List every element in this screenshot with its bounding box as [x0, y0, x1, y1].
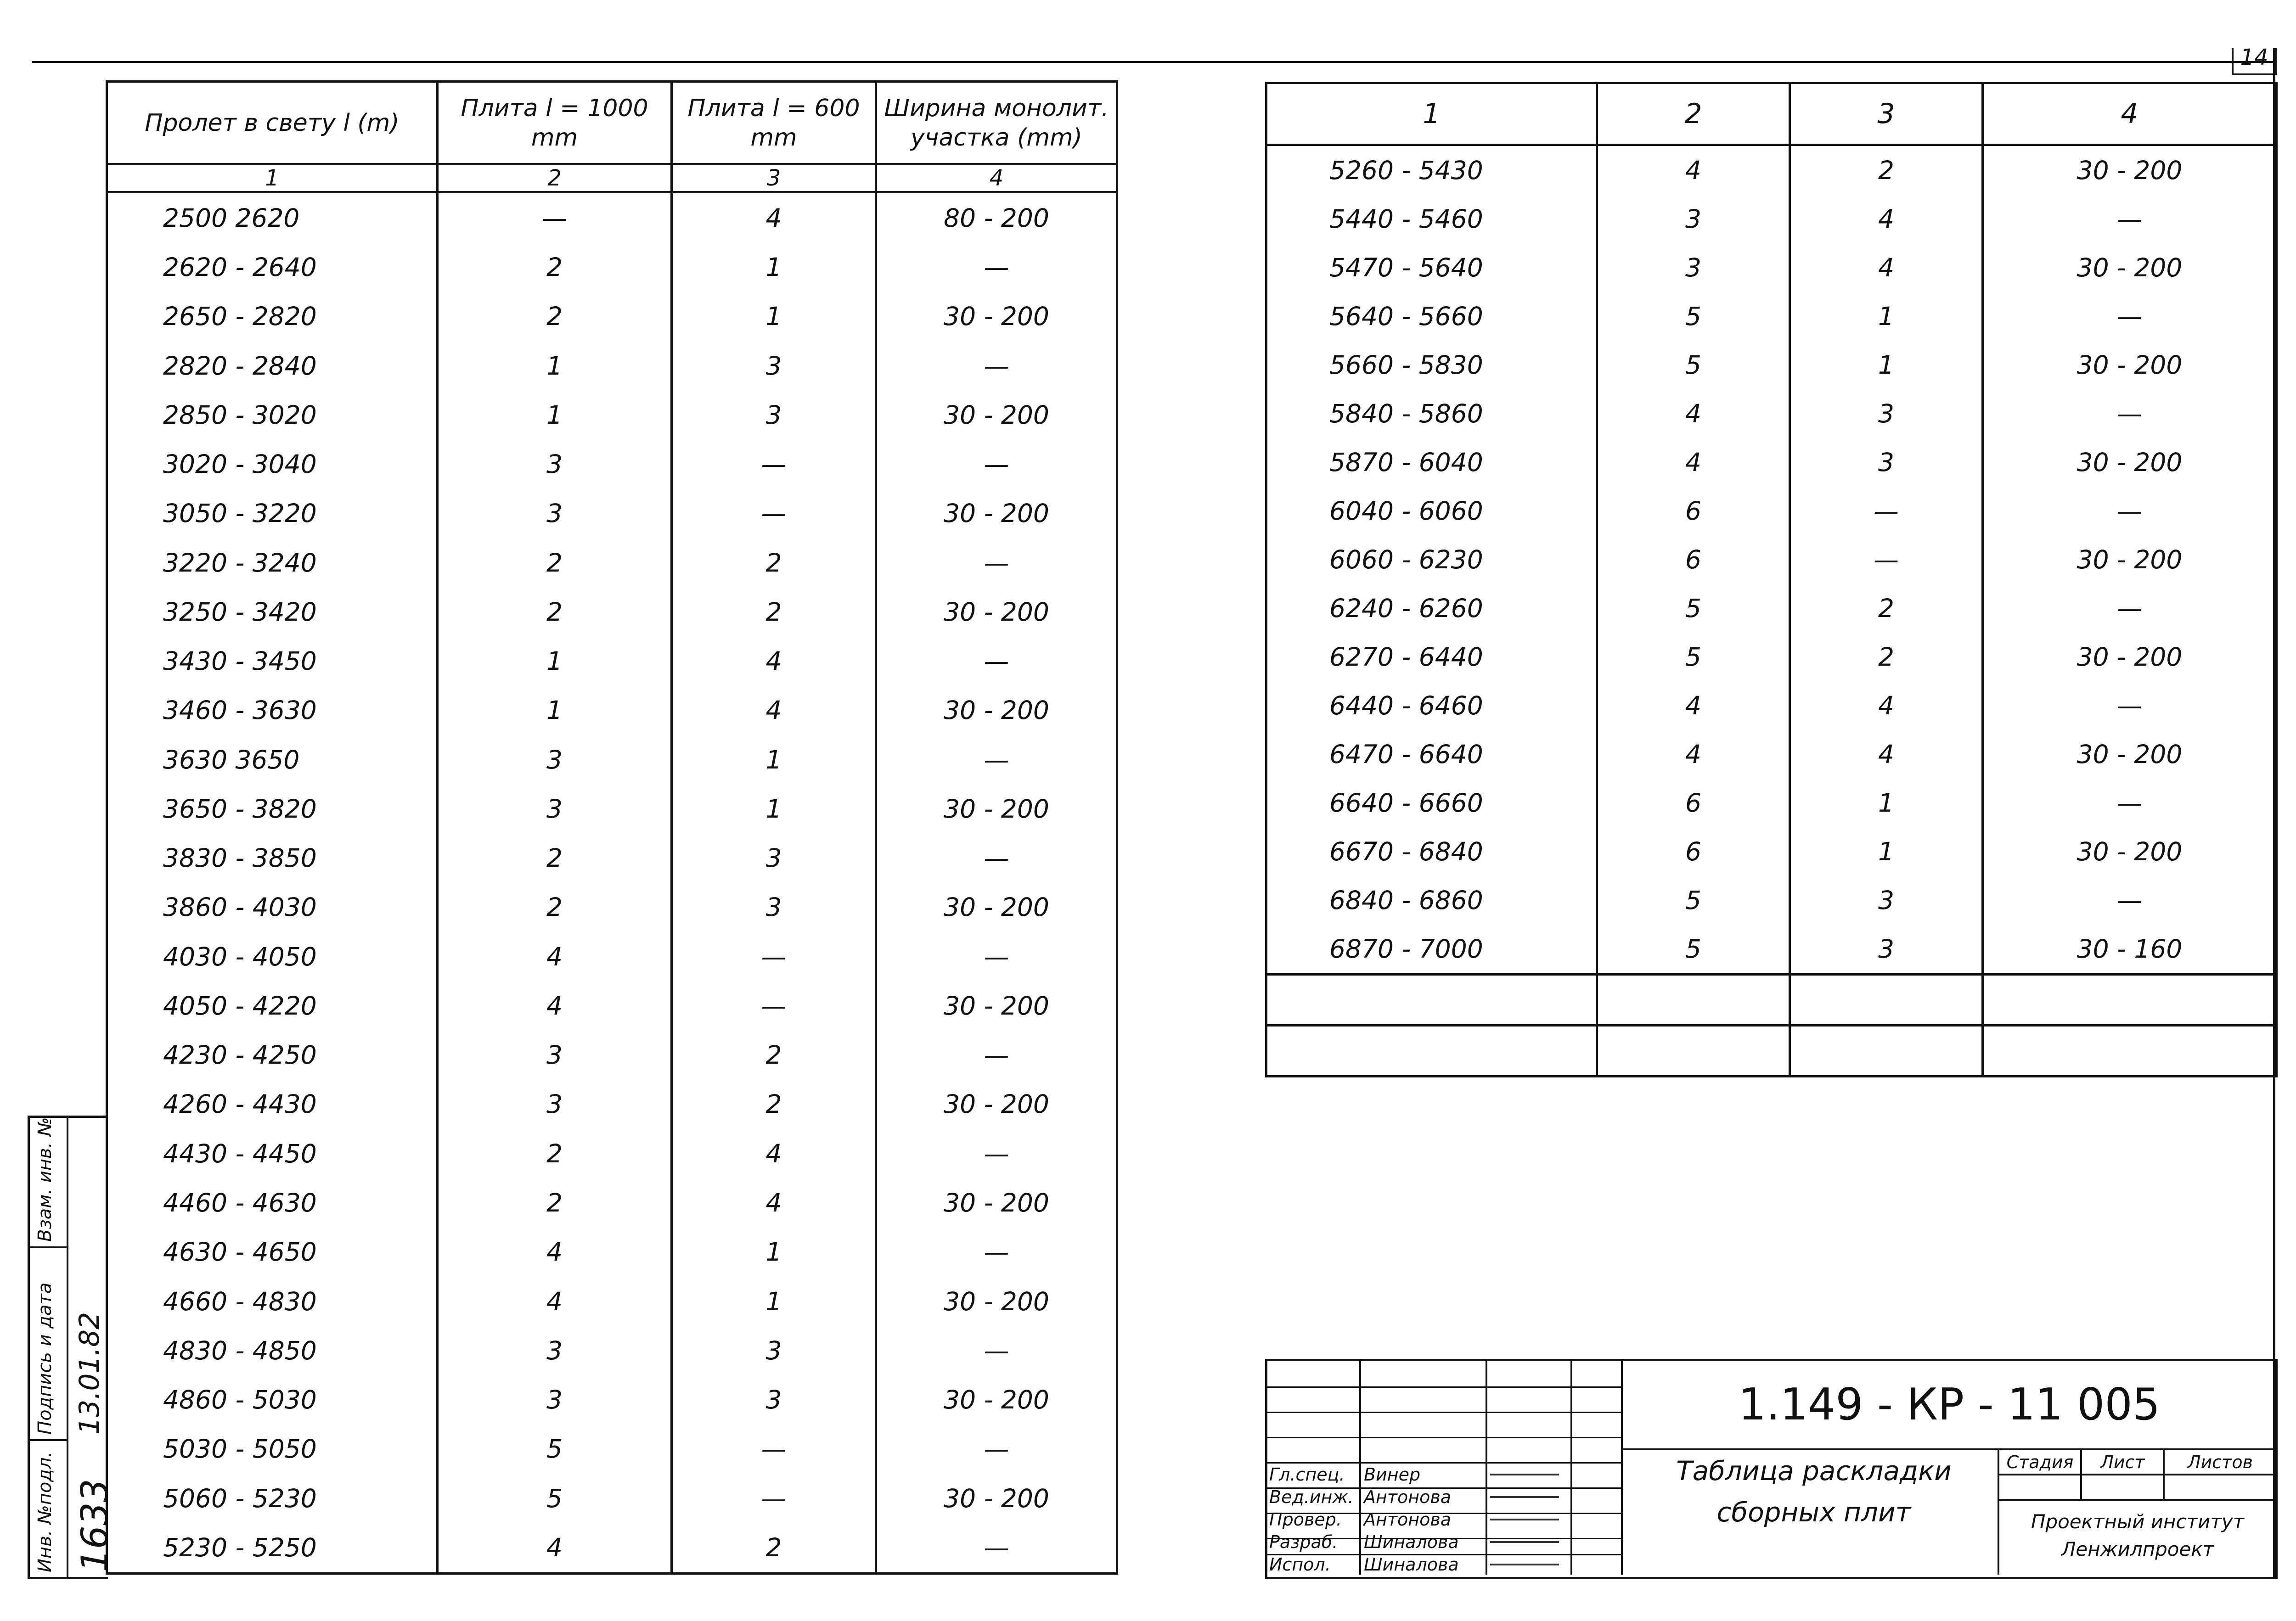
- slab-600-cell: 2: [1790, 584, 1983, 633]
- header-monolith-width: Ширина монолит. участка (mm): [876, 82, 1117, 164]
- slab-1000-cell: 3: [438, 1080, 672, 1129]
- span-cell: 6240 - 6260: [1266, 584, 1597, 633]
- span-cell: 3050 - 3220: [107, 489, 438, 538]
- table-row: [107, 1523, 1117, 1573]
- signature-mark: [1490, 1474, 1559, 1475]
- table-row: [1266, 681, 2277, 730]
- table-row: [107, 1326, 1117, 1375]
- table-row: [107, 784, 1117, 833]
- span-cell: 6040 - 6060: [1266, 487, 1597, 535]
- colnum: 1: [107, 164, 438, 192]
- table-row: [1266, 145, 2277, 195]
- colnum: 2: [438, 164, 672, 192]
- top-border-line: [32, 61, 2273, 63]
- monolith-cell: —: [1983, 195, 2277, 243]
- slab-600-cell: 3: [672, 883, 876, 932]
- org-line2: Ленжилпроект: [2061, 1538, 2214, 1560]
- span-cell: 3630 3650: [107, 735, 438, 784]
- slab-1000-cell: 4: [438, 932, 672, 981]
- monolith-cell: —: [876, 735, 1117, 784]
- table-row: [107, 1474, 1117, 1523]
- monolith-cell: 30 - 200: [876, 587, 1117, 636]
- stamp-inv-number: 1633: [73, 1479, 116, 1572]
- slab-1000-cell: —: [438, 192, 672, 243]
- header-span: Пролет в свету l (m): [107, 82, 438, 164]
- table-row: [107, 735, 1117, 784]
- monolith-cell: 30 - 200: [876, 1277, 1117, 1326]
- span-cell: 4430 - 4450: [107, 1129, 438, 1178]
- slab-1000-cell: 5: [438, 1425, 672, 1474]
- table-row: [107, 932, 1117, 981]
- slab-600-cell: 1: [1790, 827, 1983, 876]
- slab-600-cell: 2: [1790, 145, 1983, 195]
- monolith-cell: 30 - 200: [876, 390, 1117, 439]
- slab-600-cell: —: [1790, 487, 1983, 535]
- slab-600-cell: 4: [672, 686, 876, 735]
- table-row: [107, 242, 1117, 292]
- slab-600-cell: 3: [1790, 389, 1983, 438]
- monolith-cell: 30 - 200: [876, 1375, 1117, 1424]
- table-row: [107, 1178, 1117, 1227]
- monolith-cell: 30 - 200: [876, 1474, 1117, 1523]
- table-row: [107, 192, 1117, 243]
- span-cell: 3220 - 3240: [107, 538, 438, 587]
- slab-1000-cell: 3: [438, 735, 672, 784]
- slab-1000-cell: 5: [438, 1474, 672, 1523]
- table-row: [1266, 243, 2277, 292]
- span-cell: 2850 - 3020: [107, 390, 438, 439]
- span-cell: 4830 - 4850: [107, 1326, 438, 1375]
- signature-mark: [1490, 1496, 1559, 1498]
- monolith-cell: 30 - 200: [1983, 341, 2277, 389]
- empty-cell: [1983, 1026, 2277, 1077]
- table-row: [1266, 292, 2277, 341]
- stage-label: Стадия: [2006, 1452, 2074, 1472]
- slab-600-cell: 2: [672, 587, 876, 636]
- slab-600-cell: 2: [1790, 633, 1983, 681]
- slab-600-cell: 3: [1790, 438, 1983, 487]
- slab-600-cell: 3: [672, 1326, 876, 1375]
- slab-600-cell: 4: [672, 1178, 876, 1227]
- table-row: [1266, 779, 2277, 827]
- colnum: 2: [1597, 83, 1790, 145]
- sheet-number-box: [2232, 45, 2277, 75]
- monolith-cell: —: [1983, 292, 2277, 341]
- span-cell: 4460 - 4630: [107, 1178, 438, 1227]
- table-row: [107, 1228, 1117, 1277]
- span-cell: 6640 - 6660: [1266, 779, 1597, 827]
- title-block: [1265, 1359, 2278, 1579]
- left-table-colnum-row: [107, 164, 1117, 192]
- slab-1000-cell: 4: [1597, 730, 1790, 779]
- monolith-cell: 30 - 200: [876, 981, 1117, 1030]
- slab-1000-cell: 5: [1597, 925, 1790, 975]
- sign-row-line: [1267, 1386, 1621, 1388]
- table-row: [1266, 341, 2277, 389]
- monolith-cell: —: [876, 1031, 1117, 1080]
- slab-1000-cell: 6: [1597, 535, 1790, 584]
- sign-name: Антонова: [1364, 1487, 1451, 1507]
- span-cell: 2650 - 2820: [107, 292, 438, 341]
- stamp-label-sign: Подпись и дата: [34, 1282, 56, 1435]
- slab-1000-cell: 4: [1597, 681, 1790, 730]
- empty-cell: [1790, 975, 1983, 1026]
- slab-600-cell: —: [672, 1474, 876, 1523]
- span-cell: 3460 - 3630: [107, 686, 438, 735]
- drawing-title-line2: сборных плит: [1716, 1497, 1911, 1528]
- slab-1000-cell: 3: [1597, 195, 1790, 243]
- span-cell: 6060 - 6230: [1266, 535, 1597, 584]
- span-cell: 5870 - 6040: [1266, 438, 1597, 487]
- slab-1000-cell: 4: [438, 1228, 672, 1277]
- table-row: [107, 538, 1117, 587]
- table-row: [107, 390, 1117, 439]
- monolith-cell: —: [876, 538, 1117, 587]
- monolith-cell: —: [876, 1523, 1117, 1573]
- slab-1000-cell: 2: [438, 292, 672, 341]
- slab-600-cell: —: [672, 439, 876, 488]
- span-cell: 5260 - 5430: [1266, 145, 1597, 195]
- span-cell: 6670 - 6840: [1266, 827, 1597, 876]
- span-cell: 4630 - 4650: [107, 1228, 438, 1277]
- empty-cell: [1597, 975, 1790, 1026]
- slab-1000-cell: 2: [438, 242, 672, 292]
- span-cell: 3860 - 4030: [107, 883, 438, 932]
- span-cell: 6270 - 6440: [1266, 633, 1597, 681]
- monolith-cell: —: [876, 932, 1117, 981]
- drawing-title-line1: Таблица раскладки: [1676, 1455, 1952, 1486]
- monolith-cell: 30 - 160: [1983, 925, 2277, 975]
- colnum: 4: [876, 164, 1117, 192]
- table-row: [1266, 438, 2277, 487]
- table-row: [107, 292, 1117, 341]
- span-cell: 5060 - 5230: [107, 1474, 438, 1523]
- document-code: 1.149 - КР - 11 005: [1738, 1380, 2161, 1430]
- monolith-cell: 30 - 200: [1983, 145, 2277, 195]
- slab-600-cell: 3: [672, 390, 876, 439]
- table-row: [107, 981, 1117, 1030]
- span-cell: 5640 - 5660: [1266, 292, 1597, 341]
- slab-1000-cell: 5: [1597, 584, 1790, 633]
- span-cell: 6470 - 6640: [1266, 730, 1597, 779]
- header-slab-600: Плита l = 600 mm: [672, 82, 876, 164]
- slab-1000-cell: 3: [1597, 243, 1790, 292]
- span-cell: 5470 - 5640: [1266, 243, 1597, 292]
- slab-600-cell: —: [672, 932, 876, 981]
- slab-1000-cell: 3: [438, 784, 672, 833]
- table-row: [107, 1080, 1117, 1129]
- table-row: [1266, 487, 2277, 535]
- monolith-cell: 30 - 200: [1983, 730, 2277, 779]
- slab-600-cell: 4: [1790, 730, 1983, 779]
- monolith-cell: 30 - 200: [1983, 827, 2277, 876]
- signature-mark: [1490, 1541, 1559, 1543]
- table-row: [1266, 389, 2277, 438]
- slab-600-cell: 1: [672, 292, 876, 341]
- signature-mark: [1490, 1564, 1559, 1565]
- monolith-cell: —: [876, 242, 1117, 292]
- empty-cell: [1597, 1026, 1790, 1077]
- org-line1: Проектный институт: [2031, 1510, 2245, 1533]
- monolith-cell: —: [1983, 876, 2277, 925]
- slab-1000-cell: 4: [1597, 438, 1790, 487]
- stamp-label-inv: Инв. №подл.: [34, 1451, 56, 1572]
- slab-1000-cell: 2: [438, 538, 672, 587]
- span-cell: 3430 - 3450: [107, 636, 438, 685]
- slab-1000-cell: 2: [438, 1129, 672, 1178]
- slab-600-cell: 3: [672, 1375, 876, 1424]
- slab-1000-cell: 4: [438, 981, 672, 1030]
- table-row: [107, 439, 1117, 488]
- table-row: [107, 636, 1117, 685]
- slab-1000-cell: 1: [438, 390, 672, 439]
- span-cell: 5660 - 5830: [1266, 341, 1597, 389]
- sign-name: Шиналова: [1364, 1532, 1459, 1552]
- side-stamp: [28, 1116, 116, 1579]
- slab-600-cell: 4: [1790, 195, 1983, 243]
- table-row: [107, 1129, 1117, 1178]
- table-row: [1266, 925, 2277, 975]
- table-row: [107, 489, 1117, 538]
- span-cell: 3650 - 3820: [107, 784, 438, 833]
- span-cell: 4030 - 4050: [107, 932, 438, 981]
- sign-name: Винер: [1364, 1464, 1421, 1485]
- monolith-cell: —: [876, 439, 1117, 488]
- slab-600-cell: 2: [672, 1080, 876, 1129]
- table-row: [1266, 633, 2277, 681]
- slab-1000-cell: 4: [438, 1277, 672, 1326]
- slab-1000-cell: 2: [438, 834, 672, 883]
- slab-600-cell: —: [672, 981, 876, 1030]
- span-cell: 5230 - 5250: [107, 1523, 438, 1573]
- slab-600-cell: 3: [1790, 876, 1983, 925]
- monolith-cell: —: [1983, 779, 2277, 827]
- left-table-header-row: [107, 82, 1117, 164]
- slab-600-cell: 4: [1790, 243, 1983, 292]
- sign-role: Гл.спец.: [1269, 1464, 1345, 1485]
- slab-1000-cell: 1: [438, 686, 672, 735]
- slab-1000-cell: 4: [1597, 145, 1790, 195]
- empty-cell: [1983, 975, 2277, 1026]
- table-row: [1266, 195, 2277, 243]
- span-cell: 2500 2620: [107, 192, 438, 243]
- span-cell: 2820 - 2840: [107, 341, 438, 390]
- sheets-label: Листов: [2188, 1452, 2253, 1472]
- right-table-header-row: [1266, 83, 2277, 145]
- span-cell: 4050 - 4220: [107, 981, 438, 1030]
- empty-cell: [1266, 1026, 1597, 1077]
- sign-name: Шиналова: [1364, 1554, 1459, 1575]
- table-row: [1266, 876, 2277, 925]
- monolith-cell: —: [876, 1228, 1117, 1277]
- sign-role: Разраб.: [1269, 1532, 1338, 1552]
- slab-1000-cell: 3: [438, 489, 672, 538]
- left-table-body: [107, 192, 1117, 1574]
- sign-role: Вед.инж.: [1269, 1487, 1354, 1507]
- slab-600-cell: 1: [672, 242, 876, 292]
- monolith-cell: 30 - 200: [1983, 535, 2277, 584]
- table-row: [107, 1425, 1117, 1474]
- table-row: [107, 834, 1117, 883]
- slab-600-cell: 3: [1790, 925, 1983, 975]
- slab-600-cell: 4: [672, 636, 876, 685]
- slab-600-cell: 1: [672, 735, 876, 784]
- left-slab-table: [106, 80, 1118, 1575]
- stamp-label-replace: Взам. инв. №: [34, 1117, 56, 1242]
- header-slab-1000: Плита l = 1000 mm: [438, 82, 672, 164]
- span-cell: 5440 - 5460: [1266, 195, 1597, 243]
- slab-1000-cell: 5: [1597, 876, 1790, 925]
- span-cell: 6440 - 6460: [1266, 681, 1597, 730]
- slab-600-cell: 4: [672, 1129, 876, 1178]
- monolith-cell: 30 - 200: [1983, 438, 2277, 487]
- sign-name: Антонова: [1364, 1509, 1451, 1530]
- slab-600-cell: 3: [672, 341, 876, 390]
- slab-600-cell: 1: [672, 784, 876, 833]
- slab-1000-cell: 5: [1597, 292, 1790, 341]
- monolith-cell: 30 - 200: [876, 1080, 1117, 1129]
- span-cell: 4260 - 4430: [107, 1080, 438, 1129]
- table-row: [107, 686, 1117, 735]
- monolith-cell: —: [876, 636, 1117, 685]
- monolith-cell: —: [876, 834, 1117, 883]
- monolith-cell: —: [1983, 681, 2277, 730]
- right-slab-table: [1265, 82, 2278, 1077]
- span-cell: 4860 - 5030: [107, 1375, 438, 1424]
- sheet-number: 14: [2240, 45, 2268, 70]
- table-row: [1266, 584, 2277, 633]
- table-row: [107, 883, 1117, 932]
- monolith-cell: 30 - 200: [876, 686, 1117, 735]
- slab-1000-cell: 2: [438, 883, 672, 932]
- monolith-cell: —: [876, 1326, 1117, 1375]
- table-row: [1266, 535, 2277, 584]
- slab-600-cell: —: [1790, 535, 1983, 584]
- span-cell: 4230 - 4250: [107, 1031, 438, 1080]
- slab-600-cell: 1: [1790, 341, 1983, 389]
- slab-1000-cell: 1: [438, 341, 672, 390]
- span-cell: 5840 - 5860: [1266, 389, 1597, 438]
- empty-cell: [1790, 1026, 1983, 1077]
- table-row: [107, 1277, 1117, 1326]
- monolith-cell: —: [1983, 487, 2277, 535]
- slab-600-cell: —: [672, 489, 876, 538]
- monolith-cell: 30 - 200: [1983, 243, 2277, 292]
- colnum: 3: [1790, 83, 1983, 145]
- sign-role: Провер.: [1269, 1509, 1342, 1530]
- slab-1000-cell: 3: [438, 1031, 672, 1080]
- slab-600-cell: 2: [672, 538, 876, 587]
- monolith-cell: 30 - 200: [876, 292, 1117, 341]
- monolith-cell: 80 - 200: [876, 192, 1117, 243]
- slab-600-cell: —: [672, 1425, 876, 1474]
- slab-1000-cell: 3: [438, 1375, 672, 1424]
- sign-row-line: [1267, 1412, 1621, 1413]
- slab-1000-cell: 3: [438, 439, 672, 488]
- slab-1000-cell: 6: [1597, 779, 1790, 827]
- span-cell: 4660 - 4830: [107, 1277, 438, 1326]
- slab-600-cell: 2: [672, 1523, 876, 1573]
- span-cell: 3020 - 3040: [107, 439, 438, 488]
- table-row: [107, 1375, 1117, 1424]
- slab-1000-cell: 4: [438, 1523, 672, 1573]
- slab-600-cell: 4: [672, 192, 876, 243]
- slab-1000-cell: 2: [438, 1178, 672, 1227]
- monolith-cell: 30 - 200: [876, 489, 1117, 538]
- slab-600-cell: 1: [672, 1277, 876, 1326]
- slab-600-cell: 4: [1790, 681, 1983, 730]
- table-row: [1266, 730, 2277, 779]
- empty-cell: [1266, 975, 1597, 1026]
- monolith-cell: —: [1983, 584, 2277, 633]
- table-row: [107, 1031, 1117, 1080]
- monolith-cell: 30 - 200: [876, 883, 1117, 932]
- sign-row-line: [1267, 1462, 1621, 1464]
- span-cell: 6840 - 6860: [1266, 876, 1597, 925]
- table-row: [107, 587, 1117, 636]
- sign-role: Испол.: [1269, 1554, 1331, 1575]
- slab-1000-cell: 1: [438, 636, 672, 685]
- slab-600-cell: 2: [672, 1031, 876, 1080]
- colnum: 3: [672, 164, 876, 192]
- span-cell: 6870 - 7000: [1266, 925, 1597, 975]
- span-cell: 3830 - 3850: [107, 834, 438, 883]
- empty-row: [1266, 975, 2277, 1026]
- monolith-cell: 30 - 200: [876, 1178, 1117, 1227]
- monolith-cell: 30 - 200: [1983, 633, 2277, 681]
- slab-1000-cell: 5: [1597, 633, 1790, 681]
- slab-1000-cell: 2: [438, 587, 672, 636]
- slab-1000-cell: 5: [1597, 341, 1790, 389]
- sign-row-line: [1267, 1437, 1621, 1438]
- monolith-cell: —: [1983, 389, 2277, 438]
- stamp-date: 13.01.82: [73, 1312, 106, 1435]
- span-cell: 5030 - 5050: [107, 1425, 438, 1474]
- right-table-body: [1266, 145, 2277, 1077]
- slab-600-cell: 3: [672, 834, 876, 883]
- colnum: 1: [1266, 83, 1597, 145]
- table-row: [1266, 827, 2277, 876]
- monolith-cell: —: [876, 1425, 1117, 1474]
- slab-1000-cell: 4: [1597, 389, 1790, 438]
- signature-mark: [1490, 1519, 1559, 1520]
- table-row: [107, 341, 1117, 390]
- slab-600-cell: 1: [1790, 779, 1983, 827]
- monolith-cell: —: [876, 1129, 1117, 1178]
- slab-1000-cell: 6: [1597, 487, 1790, 535]
- span-cell: 3250 - 3420: [107, 587, 438, 636]
- sheet-label: Лист: [2100, 1452, 2145, 1472]
- slab-600-cell: 1: [672, 1228, 876, 1277]
- span-cell: 2620 - 2640: [107, 242, 438, 292]
- monolith-cell: —: [876, 341, 1117, 390]
- empty-row: [1266, 1026, 2277, 1077]
- slab-600-cell: 1: [1790, 292, 1983, 341]
- monolith-cell: 30 - 200: [876, 784, 1117, 833]
- colnum: 4: [1983, 83, 2277, 145]
- slab-1000-cell: 6: [1597, 827, 1790, 876]
- slab-1000-cell: 3: [438, 1326, 672, 1375]
